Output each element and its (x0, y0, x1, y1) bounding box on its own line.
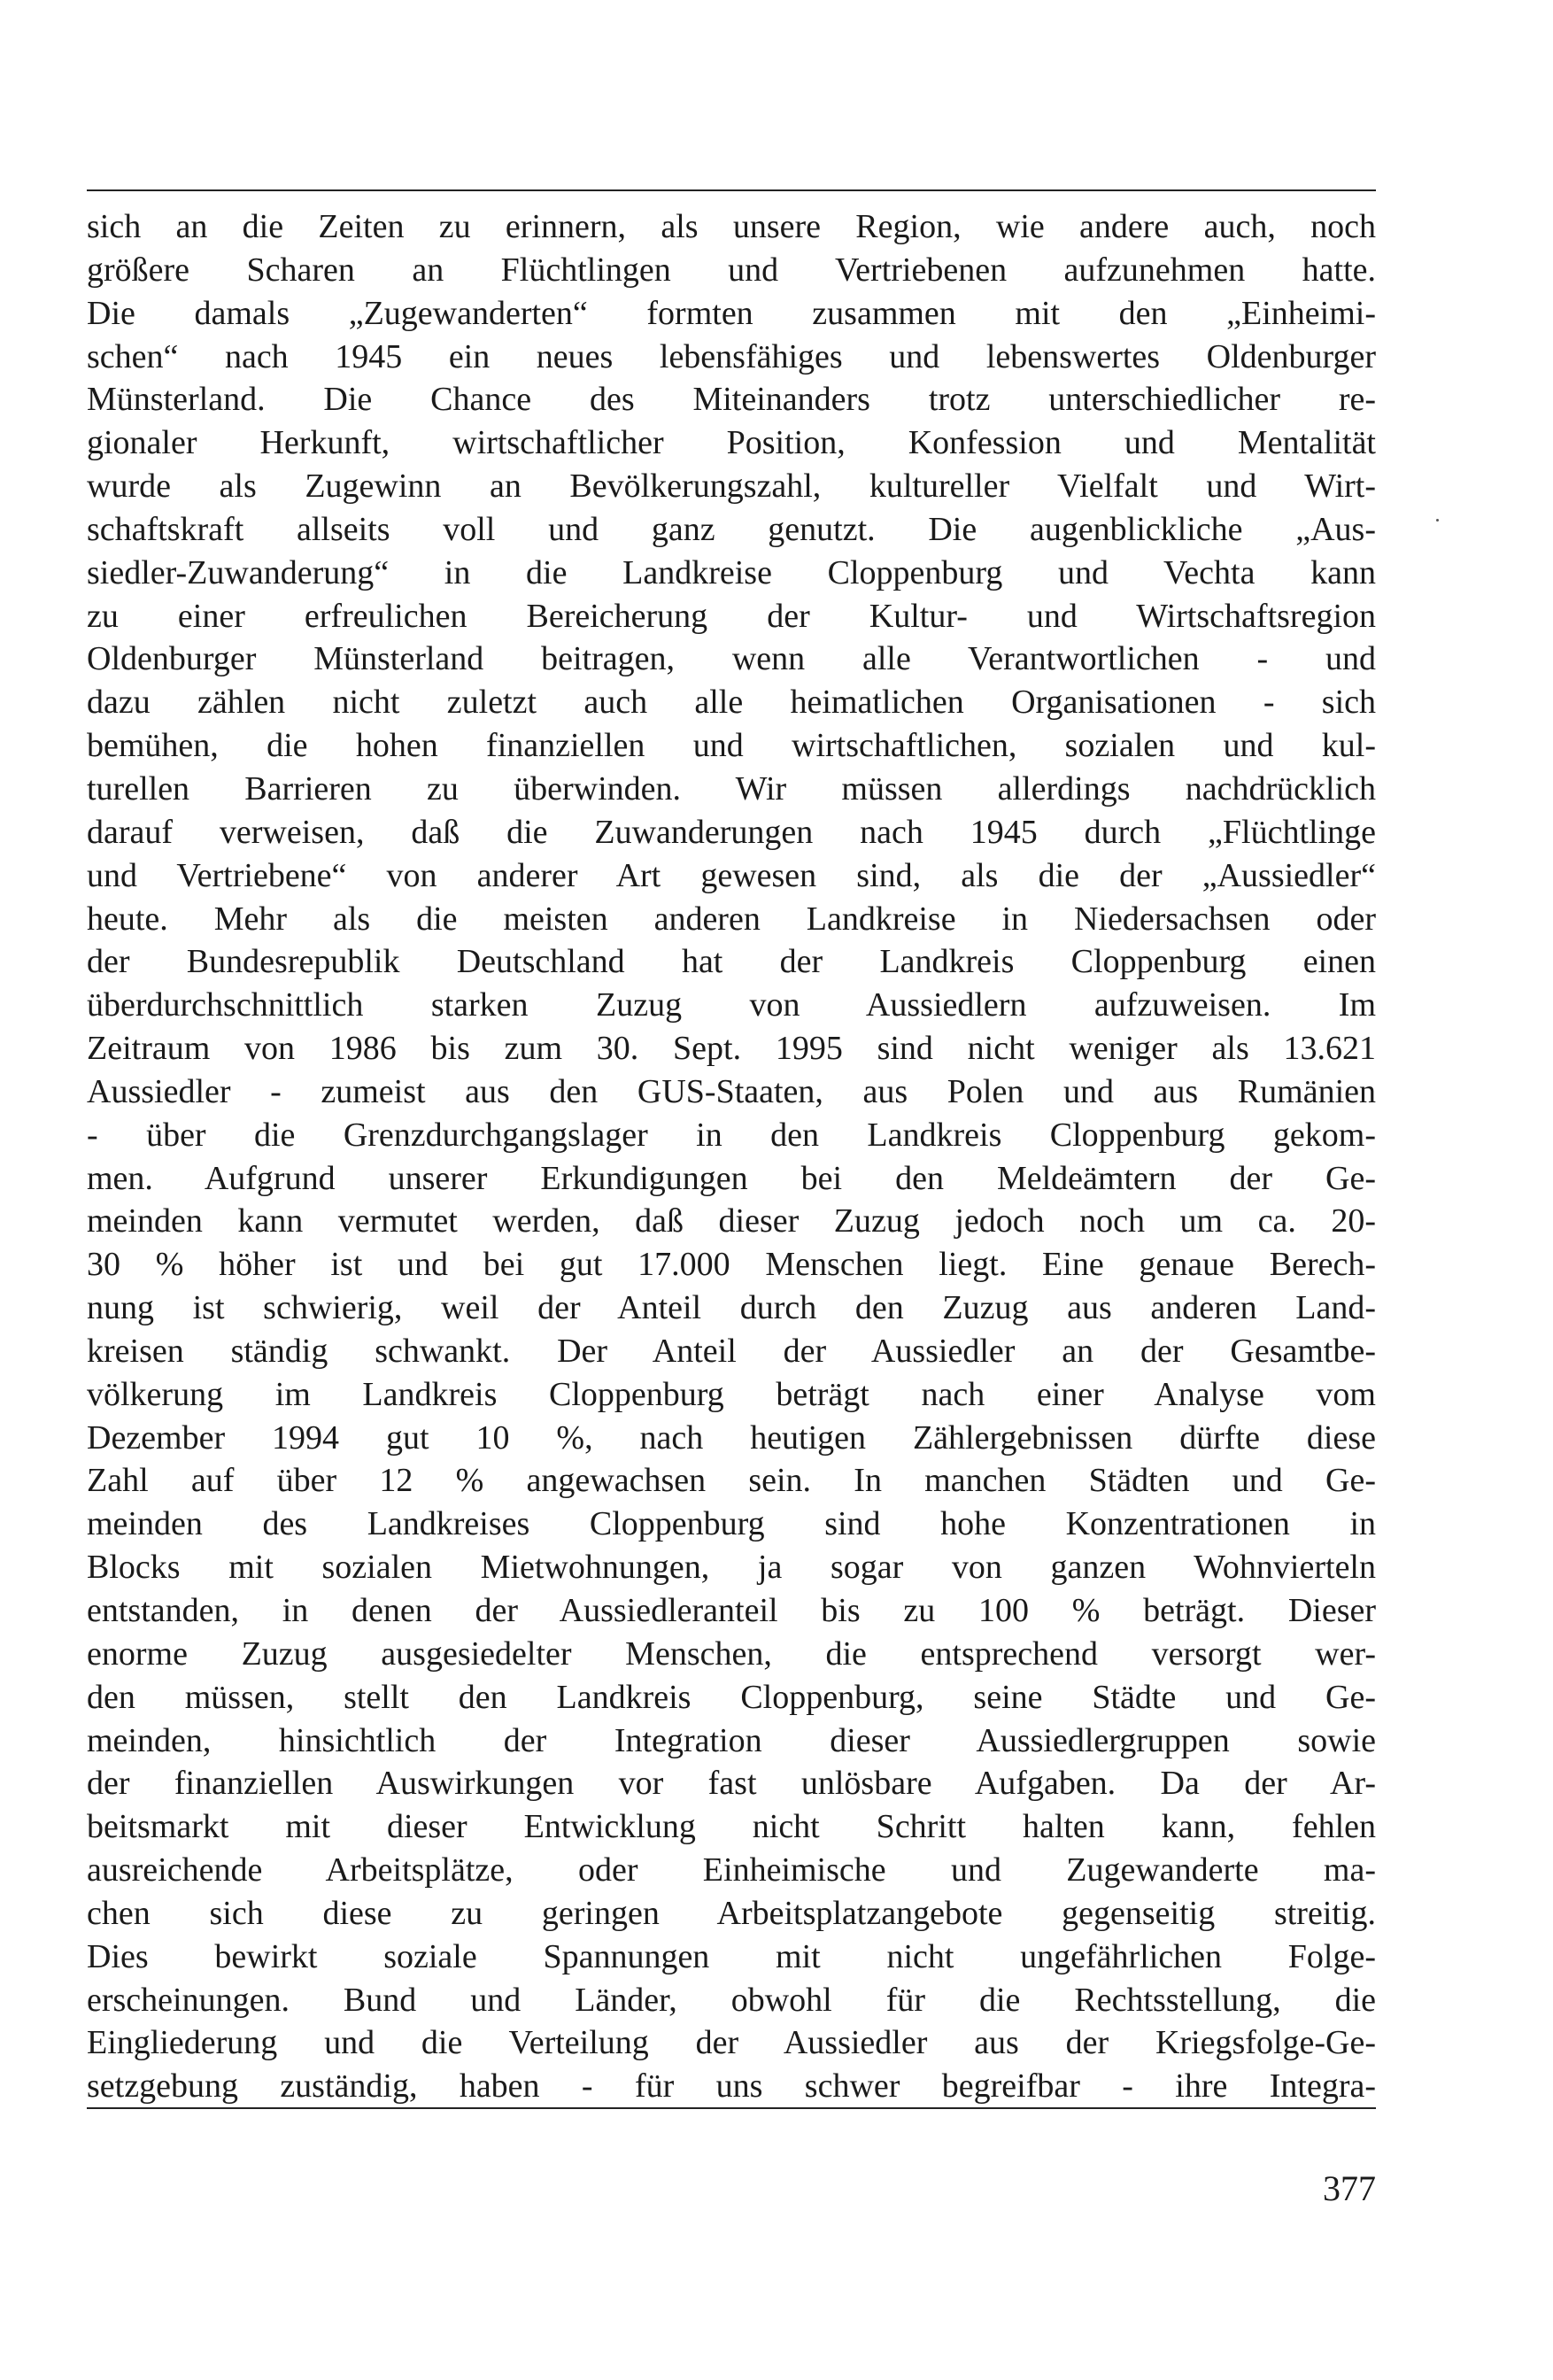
text-line: siedler-Zuwanderung“ in die Landkreise Cloppenburg und Vechta kann (87, 553, 1376, 591)
text-line: schaftskraft allseits voll und ganz genutzt. Die augenblickliche „Aus- (87, 510, 1376, 548)
text-line: entstanden, in denen der Aussiedleranteil bis zu 100 % beträgt. Dieser (87, 1592, 1376, 1629)
text-line: meinden des Landkreises Cloppenburg sind hohe Konzentrationen in (87, 1505, 1376, 1543)
text-line: 30 % höher ist und bei gut 17.000 Menschen liegt. Eine genaue Berech- (87, 1246, 1376, 1284)
text-line: nung ist schwierig, weil der Anteil durch den Zuzug aus anderen Land- (87, 1289, 1376, 1327)
text-line: meinden kann vermutet werden, daß dieser Zuzug jedoch noch um ca. 20- (87, 1202, 1376, 1240)
text-line: chen sich diese zu geringen Arbeitsplatzangebote gegenseitig streitig. (87, 1894, 1376, 1932)
text-line: dazu zählen nicht zuletzt auch alle heimatlichen Organisationen - sich (87, 684, 1376, 722)
text-line: darauf verweisen, daß die Zuwanderungen nach 1945 durch „Flüchtlinge (87, 813, 1376, 851)
text-line: heute. Mehr als die meisten anderen Landkreise in Niedersachsen oder (87, 900, 1376, 938)
text-line: Aussiedler - zumeist aus den GUS-Staaten, aus Polen und aus Rumänien (87, 1072, 1376, 1110)
top-rule (87, 189, 1376, 191)
text-line: schen“ nach 1945 ein neues lebensfähiges und lebenswertes Oldenburger (87, 337, 1376, 375)
text-line: Münsterland. Die Chance des Miteinanders trotz unterschiedlicher re- (87, 381, 1376, 419)
text-line: ausreichende Arbeitsplätze, oder Einheimische und Zugewanderte ma- (87, 1851, 1376, 1889)
text-line: zu einer erfreulichen Bereicherung der Kultur- und Wirtschaftsregion (87, 597, 1376, 635)
text-line: der finanziellen Auswirkungen vor fast unlösbare Aufgaben. Da der Ar- (87, 1765, 1376, 1803)
text-line: - über die Grenzdurchgangslager in den Landkreis Cloppenburg gekom- (87, 1116, 1376, 1154)
text-line: enorme Zuzug ausgesiedelter Menschen, die entsprechend versorgt wer- (87, 1634, 1376, 1673)
bottom-rule (87, 2107, 1376, 2109)
text-line: turellen Barrieren zu überwinden. Wir müssen allerdings nachdrücklich (87, 769, 1376, 808)
text-line: Die damals „Zugewanderten“ formten zusammen mit den „Einheimi- (87, 294, 1376, 332)
text-line: erscheinungen. Bund und Länder, obwohl für die Rechtsstellung, die (87, 1981, 1376, 2019)
text-line: Dies bewirkt soziale Spannungen mit nicht ungefährlichen Folge- (87, 1937, 1376, 1975)
text-line: und Vertriebene“ von anderer Art gewesen sind, als die der „Aussiedler“ (87, 856, 1376, 894)
text-line: überdurchschnittlich starken Zuzug von Aussiedlern aufzuweisen. Im (87, 986, 1376, 1024)
text-line: kreisen ständig schwankt. Der Anteil der Aussiedler an der Gesamtbe- (87, 1332, 1376, 1370)
text-line: Zeitraum von 1986 bis zum 30. Sept. 1995 sind nicht weniger als 13.621 (87, 1030, 1376, 1068)
text-line: bemühen, die hohen finanziellen und wirtschaftlichen, sozialen und kul- (87, 727, 1376, 765)
text-line: beitsmarkt mit dieser Entwicklung nicht Schritt halten kann, fehlen (87, 1808, 1376, 1846)
text-line: sich an die Zeiten zu erinnern, als unsere Region, wie andere auch, noch (87, 208, 1376, 245)
text-line: völkerung im Landkreis Cloppenburg beträgt nach einer Analyse vom (87, 1375, 1376, 1413)
text-line: gionaler Herkunft, wirtschaftlicher Position, Konfession und Mentalität (87, 424, 1376, 462)
text-line: Dezember 1994 gut 10 %, nach heutigen Zählergebnissen dürfte diese (87, 1418, 1376, 1457)
text-line: Blocks mit sozialen Mietwohnungen, ja sogar von ganzen Wohnvierteln (87, 1549, 1376, 1587)
text-line: wurde als Zugewinn an Bevölkerungszahl, kultureller Vielfalt und Wirt- (87, 468, 1376, 506)
text-line: Eingliederung und die Verteilung der Aussiedler aus der Kriegsfolge-Ge- (87, 2024, 1376, 2062)
scan-speck (1436, 519, 1439, 522)
body-text (87, 205, 1376, 2108)
text-line: Zahl auf über 12 % angewachsen sein. In manchen Städten und Ge- (87, 1462, 1376, 1500)
text-line: men. Aufgrund unserer Erkundigungen bei den Meldeämtern der Ge- (87, 1159, 1376, 1197)
text-line: der Bundesrepublik Deutschland hat der Landkreis Cloppenburg einen (87, 943, 1376, 981)
page-number: 377 (1323, 2168, 1376, 2208)
text-line: größere Scharen an Flüchtlingen und Vertriebenen aufzunehmen hatte. (87, 251, 1376, 289)
text-line: setzgebung zuständig, haben - für uns schwer begreifbar - ihre Integra- (87, 2067, 1376, 2106)
text-line: den müssen, stellt den Landkreis Cloppenburg, seine Städte und Ge- (87, 1678, 1376, 1716)
text-line: Oldenburger Münsterland beitragen, wenn alle Verantwortlichen - und (87, 640, 1376, 678)
text-line: meinden, hinsichtlich der Integration dieser Aussiedlergruppen sowie (87, 1721, 1376, 1759)
